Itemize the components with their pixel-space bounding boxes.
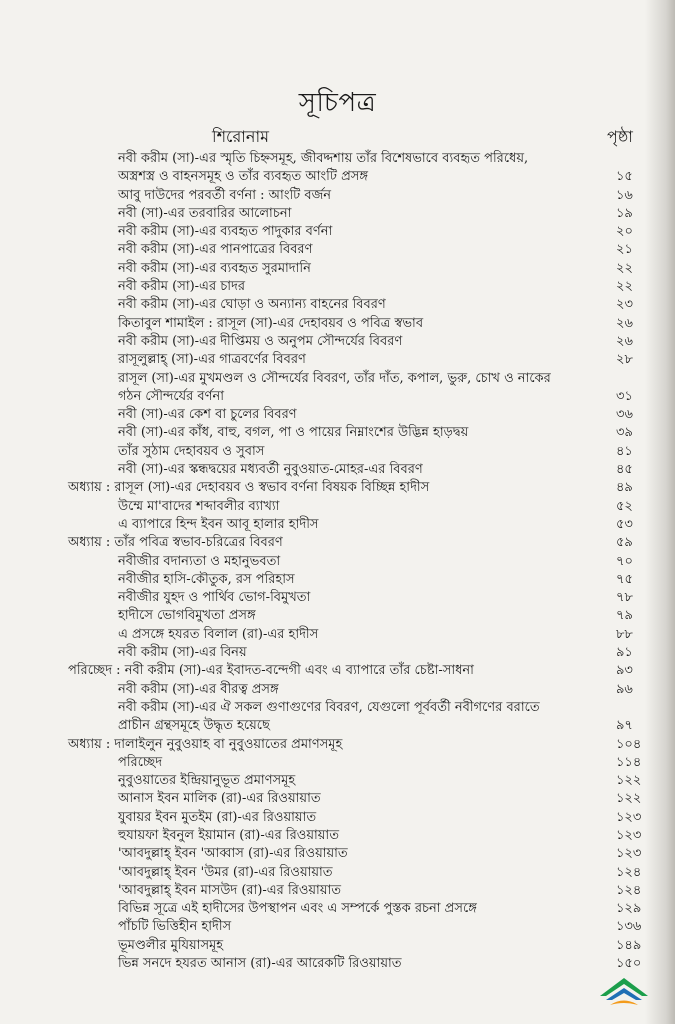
toc-entry (0, 315, 675, 333)
toc-entry (0, 955, 675, 973)
toc-entry-title: অধ্যায় : দালাইলুন নুবুওয়াহ বা নুবুওয়াতের প্রমাণসমূহ (68, 736, 343, 752)
toc-entry-page: ৭০ (616, 553, 633, 569)
toc-entry (0, 845, 675, 863)
toc-entry (0, 626, 675, 644)
toc-entry (0, 333, 675, 351)
toc-entry-title: আবু দাউদের পরবর্তী বর্ণনা : আংটি বর্জন (118, 187, 331, 203)
toc-entry-page: ১৯ (616, 205, 633, 221)
toc-entry-title: কিতাবুল শামাইল : রাসূল (সা)-এর দেহাবয়ব ও পবিত্র স্বভাব (118, 315, 424, 331)
toc-entry (0, 736, 675, 754)
toc-entry-title: নবী করীম (সা)-এর বিনয় (118, 645, 247, 661)
toc-entry-title: অধ্যায় : তাঁর পবিত্র স্বভাব-চরিত্রের বিবরণ (68, 535, 283, 551)
toc-entry-page: ৪৫ (616, 462, 633, 478)
toc-entry (0, 479, 675, 497)
toc-entry (0, 717, 675, 735)
toc-entry-title: হুযায়ফা ইবনুল ইয়ামান (রা)-এর রিওয়ায়াত (118, 827, 339, 843)
toc-entry-page: ৮৮ (616, 626, 633, 642)
column-header-heading: শিরোনাম (212, 127, 269, 146)
toc-entry (0, 937, 675, 955)
toc-entry-page: ২২ (616, 279, 633, 295)
toc-entry (0, 699, 675, 717)
toc-entry (0, 553, 675, 571)
toc-entry-page: ২০ (616, 224, 633, 240)
toc-entry (0, 607, 675, 625)
toc-entry-page: ২২ (616, 260, 633, 276)
toc-entry-page: ৩১ (616, 388, 633, 404)
toc-entry-page: ১২২ (616, 773, 642, 789)
toc-entry (0, 900, 675, 918)
toc-entry (0, 223, 675, 241)
toc-entry-page: ১০৪ (616, 736, 642, 752)
toc-entry (0, 406, 675, 424)
toc-entry-title: এ ব্যাপারে হিন্দ ইবন আবূ হালার হাদীস (118, 516, 319, 532)
toc-entry-title: 'আবদুল্লাহ্ ইবন 'উমর (রা)-এর রিওয়ায়াত (118, 864, 333, 880)
toc-entry-title: নবীজীর হাসি-কৌতুক, রস পরিহাস (118, 571, 295, 587)
toc-entry-page: ১২৩ (616, 827, 642, 843)
toc-entry (0, 370, 675, 388)
toc-entry (0, 809, 675, 827)
toc-entry-page: ৫৩ (616, 516, 633, 532)
toc-entry-title: নবী করীম (সা)-এর স্মৃতি চিহ্নসমূহ, জীবদ্দশায় তাঁর বিশেষভাবে ব্যবহৃত পরিধেয়, (118, 151, 529, 166)
toc-entry-title: 'আবদুল্লাহ্ ইবন 'আব্বাস (রা)-এর রিওয়ায়াত (118, 846, 348, 862)
toc-entry (0, 772, 675, 790)
toc-entry-page: ৪৯ (616, 480, 633, 496)
toc-entry-title: তাঁর সুঠাম দেহাবয়ব ও সুবাস (118, 443, 265, 459)
toc-entry-page: ১২৩ (616, 846, 642, 862)
toc-entry-title: নবী (সা)-এর তরবারির আলোচনা (118, 205, 292, 221)
toc-entry (0, 644, 675, 662)
toc-entry (0, 296, 675, 314)
toc-entry (0, 388, 675, 406)
toc-entry-page: ১১৪ (616, 754, 642, 770)
toc-entry (0, 150, 675, 168)
toc-entry-page: ৯১ (616, 645, 633, 661)
toc-entry (0, 589, 675, 607)
toc-entry-page: ১৩৬ (616, 919, 642, 935)
toc-entry (0, 205, 675, 223)
toc-entry-page: ৭৫ (616, 571, 633, 587)
toc-entry (0, 187, 675, 205)
toc-entry-title: উম্মে মা'বাদের শব্দাবলীর ব্যাখ্যা (118, 498, 280, 514)
toc-entry-page: ২১ (616, 242, 633, 258)
toc-entry-title: নবীজীর বদান্যতা ও মহানুভবতা (118, 553, 281, 569)
toc-entry-title: আনাস ইবন মালিক (রা)-এর রিওয়ায়াত (118, 791, 321, 807)
toc-entry-title: নবী করীম (সা)-এর দীপ্তিময় ও অনুপম সৌন্দর্যের বিবরণ (118, 333, 403, 349)
toc-entry-page: ১৫ (616, 169, 633, 185)
toc-entry-page: ১৫০ (616, 956, 642, 972)
toc-entry-title: ভূমণ্ডলীর মুযিয়াসমূহ (118, 937, 224, 953)
toc-entry-page: ৯৬ (616, 681, 633, 697)
toc-entry-title: পরিচ্ছেদ : নবী করীম (সা)-এর ইবাদত-বন্দেগী এবং এ ব্যাপারে তাঁর চেষ্টা-সাধনা (68, 663, 474, 679)
toc-entry-title: নবীজীর যুহদ ও পার্থিব ভোগ-বিমুখতা (118, 590, 311, 606)
column-header-page: পৃষ্ঠা (607, 127, 633, 146)
toc-entry-page: ৭৯ (616, 608, 633, 624)
toc-entry (0, 790, 675, 808)
toc-entry (0, 351, 675, 369)
toc-entry-page: ৩৯ (616, 425, 633, 441)
toc-entry-page: ৫২ (616, 498, 633, 514)
toc-entry-title: ভিন্ন সনদে হযরত আনাস (রা)-এর আরেকটি রিওয়ায়াত (118, 956, 402, 972)
toc-entry (0, 864, 675, 882)
toc-entry-title: নবী (সা)-এর স্কন্ধদ্বয়ের মধ্যবর্তী নুবুওয়াত-মোহর-এর বিবরণ (118, 462, 423, 478)
toc-entry-title: যুবায়র ইবন মুতইম (রা)-এর রিওয়ায়াত (118, 809, 317, 825)
toc-entry (0, 681, 675, 699)
toc-entry-title: নবী করীম (সা)-এর ঘোড়া ও অন্যান্য বাহনের বিবরণ (118, 297, 386, 313)
toc-entry-title: অস্ত্রশস্ত্র ও বাহনসমূহ ও তাঁর ব্যবহৃত আংটি প্রসঙ্গ (118, 169, 368, 185)
toc-entry-page: ৯৭ (616, 718, 633, 734)
toc-entry-title: হাদীসে ভোগবিমুখতা প্রসঙ্গ (118, 608, 256, 624)
toc-entry (0, 278, 675, 296)
toc-entry-title: অধ্যায় : রাসূল (সা)-এর দেহাবয়ব ও স্বভাব বর্ণনা বিষয়ক বিচ্ছিন্ন হাদীস (68, 480, 430, 496)
toc-entry (0, 424, 675, 442)
toc-entry-page: ৫৯ (616, 535, 633, 551)
toc-entry (0, 443, 675, 461)
toc-entry-title: 'আবদুল্লাহ্ ইবন মাসউদ (রা)-এর রিওয়ায়াত (118, 882, 342, 898)
toc-entry-title: রাসূল (সা)-এর মুখমণ্ডল ও সৌন্দর্যের বিবরণ, তাঁর দাঁত, কপাল, ভুরু, চোখ ও নাকের (118, 370, 551, 386)
toc-entry-title: নবী করীম (সা)-এর পানপাত্রের বিবরণ (118, 242, 313, 258)
toc-entry-title: নবী (সা)-এর কেশ বা চুলের বিবরণ (118, 407, 297, 423)
toc-entry (0, 827, 675, 845)
toc-entry-page: ১২৯ (616, 901, 642, 917)
page-title: সূচিপত্র (298, 88, 377, 118)
toc-entry-page: ১৪৯ (616, 937, 642, 953)
toc-entry (0, 918, 675, 936)
toc-entry-title: রাসূলুল্লাহ্ (সা)-এর গাত্রবর্ণের বিবরণ (118, 352, 306, 368)
toc-entry-page: ১২৩ (616, 809, 642, 825)
toc-entry-page: ৪১ (616, 443, 633, 459)
toc-entry (0, 882, 675, 900)
toc-entry-title: নবী (সা)-এর কাঁধ, বাহু, বগল, পা ও পায়ের নিম্নাংশের উদ্ভিন্ন হাড়দ্বয় (118, 425, 469, 441)
toc-entry-page: ৭৮ (616, 590, 633, 606)
publisher-logo-icon (596, 972, 652, 1008)
toc-entry (0, 461, 675, 479)
toc-entry-title: নবী করীম (সা)-এর ব্যবহৃত পাদুকার বর্ণনা (118, 224, 333, 240)
toc-entry (0, 168, 675, 186)
toc-entry-title: নবী করীম (সা)-এর চাদর (118, 279, 245, 295)
toc-entry-title: নুবুওয়াতের ইন্দ্রিয়ানুভূত প্রমাণসমূহ (118, 773, 296, 789)
toc-entry (0, 754, 675, 772)
toc-entry-page: ২৮ (616, 352, 633, 368)
toc-entry-page: ২৬ (616, 333, 633, 349)
toc-entry-title: নবী করীম (সা)-এর ঐ সকল গুণাগুণের বিবরণ, যেগুলো পূর্ববর্তী নবীগণের বরাতে (118, 699, 540, 715)
toc-entry-title: পরিচ্ছেদ (118, 754, 163, 770)
toc-entry-page: ১২৪ (616, 882, 642, 898)
toc-entry-title: গঠন সৌন্দর্যের বর্ণনা (118, 388, 224, 404)
toc-entry-page: ৯৩ (616, 663, 633, 679)
toc-entry (0, 516, 675, 534)
toc-entry (0, 260, 675, 278)
toc-entry-title: প্রাচীন গ্রন্থসমূহে উদ্ধৃত হয়েছে (118, 718, 270, 734)
toc-entry (0, 498, 675, 516)
toc-entry (0, 662, 675, 680)
toc-entry-page: ১২৪ (616, 864, 642, 880)
toc-entry-page: ৩৬ (616, 407, 633, 423)
toc-entry-page: ১২২ (616, 791, 642, 807)
toc-entry-page: ২৩ (616, 297, 633, 313)
toc-entry (0, 571, 675, 589)
toc-entry-title: এ প্রসঙ্গে হযরত বিলাল (রা)-এর হাদীস (118, 626, 319, 642)
toc-entry-title: পাঁচটি ভিত্তিহীন হাদীস (118, 919, 232, 935)
toc-entry-title: বিভিন্ন সূত্রে এই হাদীসের উপস্থাপন এবং এ সম্পর্কে পুস্তক রচনা প্রসঙ্গে (118, 901, 477, 917)
toc-entry (0, 241, 675, 259)
toc-entry-page: ১৬ (616, 187, 633, 203)
toc-entry (0, 534, 675, 552)
toc-entry-title: নবী করীম (সা)-এর বীরত্ব প্রসঙ্গ (118, 681, 279, 697)
toc-entry-title: নবী করীম (সা)-এর ব্যবহৃত সুরমাদানি (118, 260, 311, 276)
toc-entry-page: ২৬ (616, 315, 633, 331)
table-of-contents (0, 150, 675, 973)
